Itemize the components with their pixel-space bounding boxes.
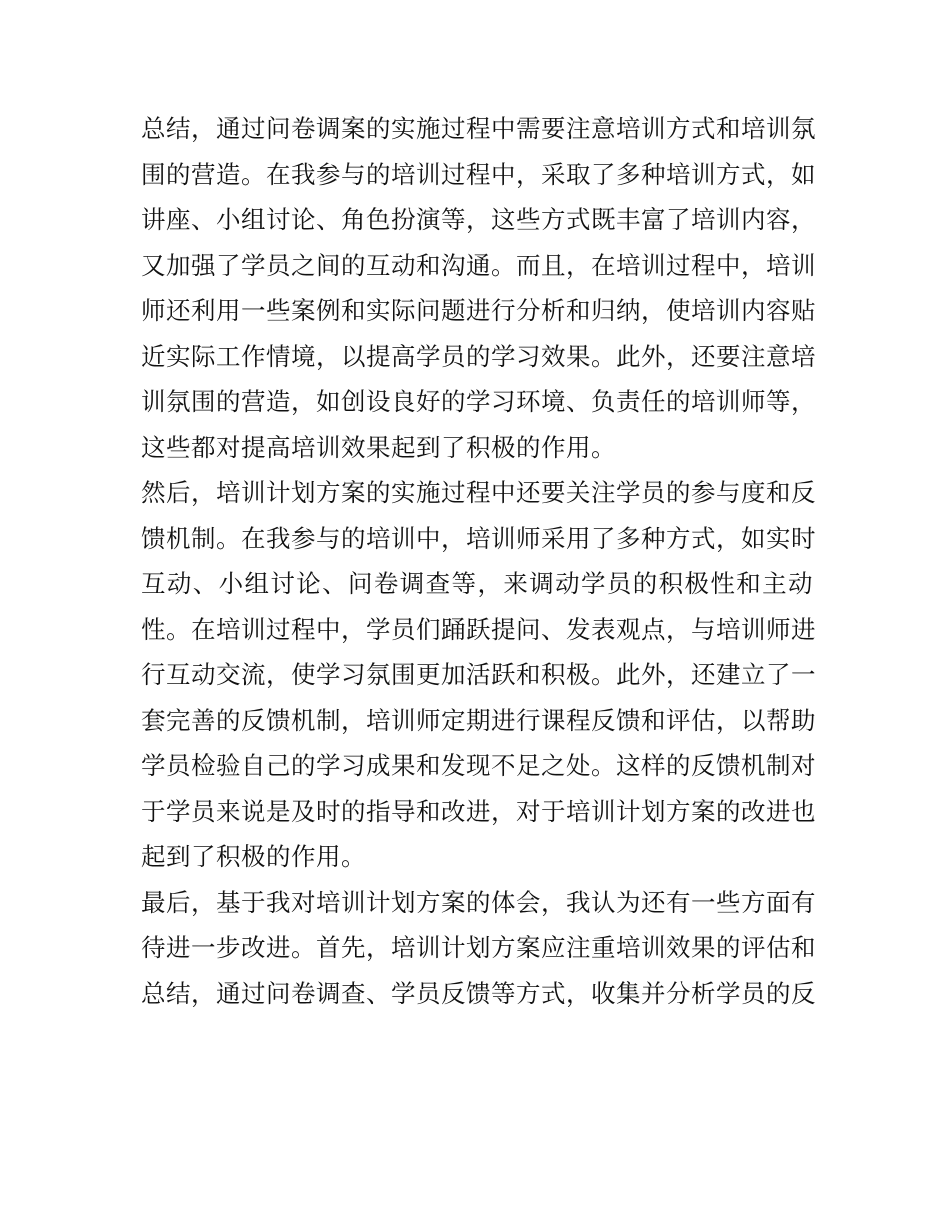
text-line: 近实际工作情境，以提高学员的学习效果。此外，还要注意培 — [141, 341, 816, 371]
text-line: 互动、小组讨论、问卷调查等，来调动学员的积极性和主动 — [141, 569, 813, 598]
text-line: 性。在培训过程中，学员们踊跃提问、发表观点，与培训师进 — [141, 614, 816, 644]
text-line: 套完善的反馈机制，培训师定期进行课程反馈和评估，以帮助 — [141, 705, 816, 735]
text-line: 行互动交流，使学习氛围更加活跃和积极。此外，还建立了一 — [141, 660, 816, 689]
text-line: 待进一步改进。首先，培训计划方案应注重培训效果的评估和 — [141, 933, 816, 962]
text-line: 围的营造。在我参与的培训过程中，采取了多种培训方式，如 — [141, 159, 816, 189]
text-line: 这些都对提高培训效果起到了积极的作用。 — [141, 432, 616, 462]
body-text — [141, 106, 816, 1016]
text-line: 起到了积极的作用。 — [141, 842, 366, 871]
text-line: 总结，通过问卷调案的实施过程中需要注意培训方式和培训氛 — [141, 114, 816, 143]
text-line: 总结，通过问卷调查、学员反馈等方式，收集并分析学员的反 — [141, 978, 816, 1008]
text-line: 最后，基于我对培训计划方案的体会，我认为还有一些方面有 — [141, 887, 816, 917]
text-line: 讲座、小组讨论、角色扮演等，这些方式既丰富了培训内容， — [141, 205, 816, 234]
text-line: 然后，培训计划方案的实施过程中还要关注学员的参与度和反 — [141, 478, 816, 507]
text-line: 训氛围的营造，如创设良好的学习环境、负责任的培训师等， — [141, 387, 816, 416]
text-line: 师还利用一些案例和实际问题进行分析和归纳，使培训内容贴 — [141, 296, 816, 325]
text-line: 于学员来说是及时的指导和改进，对于培训计划方案的改进也 — [141, 796, 816, 826]
text-line: 又加强了学员之间的互动和沟通。而且，在培训过程中，培训 — [141, 250, 816, 280]
text-line: 学员检验自己的学习成果和发现不足之处。这样的反馈机制对 — [141, 751, 816, 780]
text-line: 馈机制。在我参与的培训中，培训师采用了多种方式，如实时 — [141, 523, 816, 553]
